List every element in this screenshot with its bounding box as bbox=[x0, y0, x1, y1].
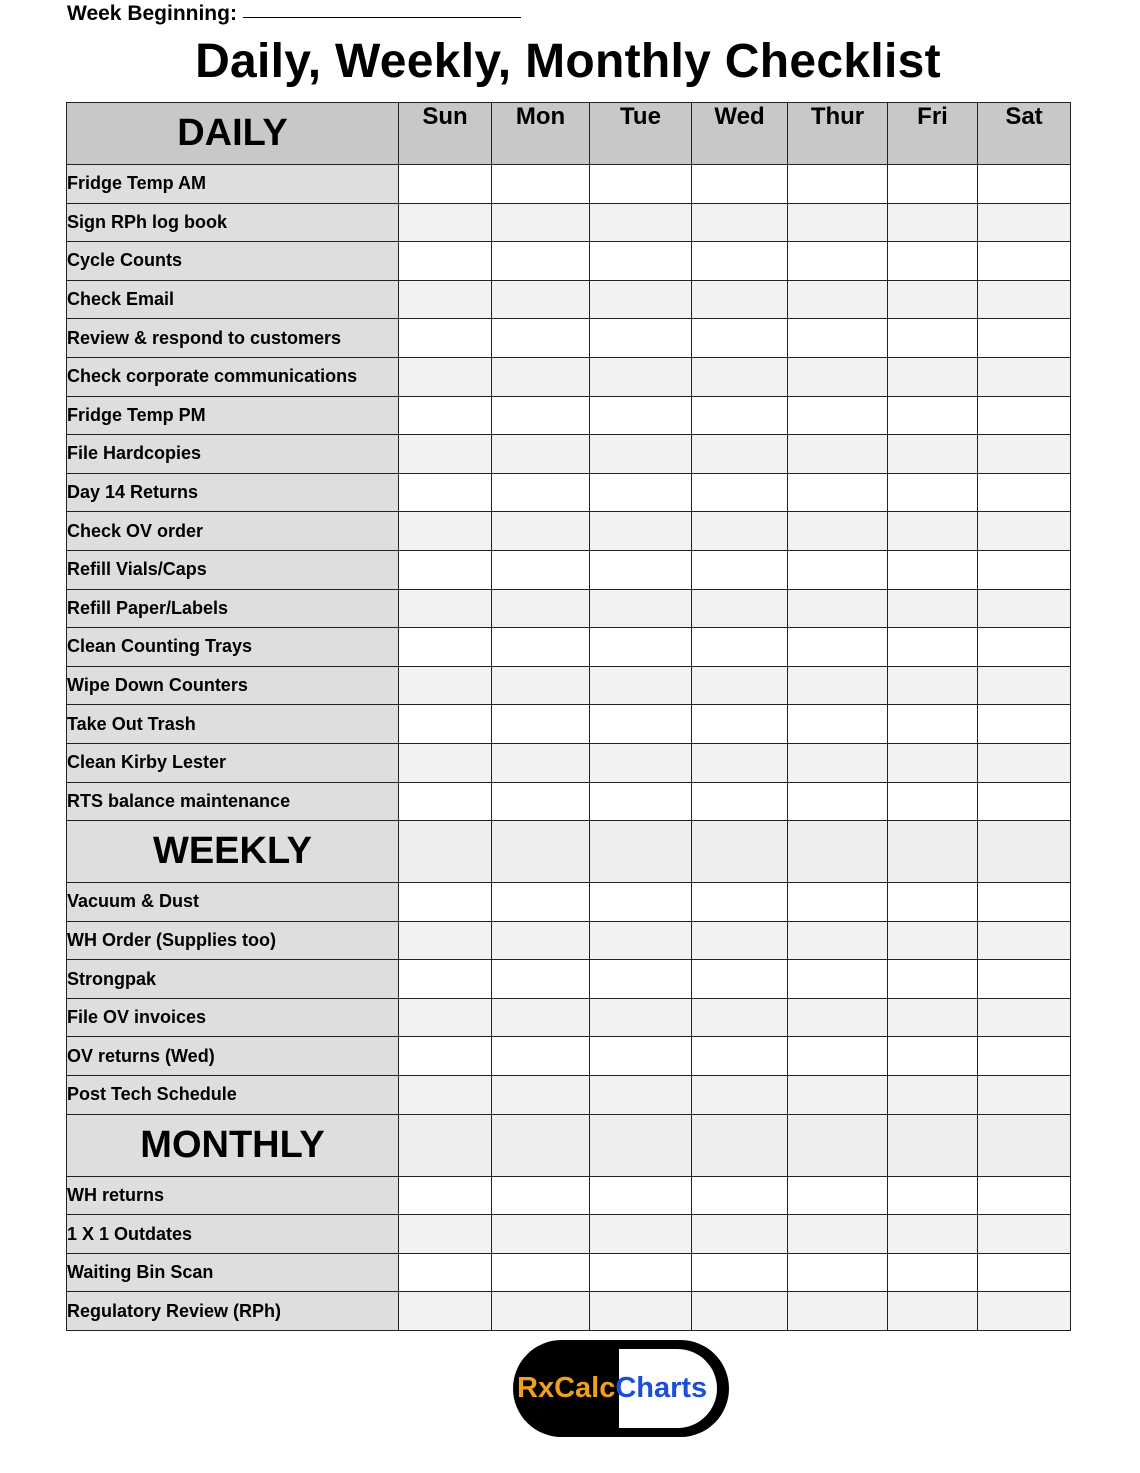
check-cell-tue[interactable] bbox=[590, 280, 692, 319]
check-cell-fri[interactable] bbox=[888, 1037, 978, 1076]
check-cell-fri[interactable] bbox=[888, 921, 978, 960]
task-label: Wipe Down Counters bbox=[67, 666, 399, 705]
check-cell-tue[interactable] bbox=[590, 473, 692, 512]
check-cell-wed[interactable] bbox=[692, 1215, 788, 1254]
task-row bbox=[67, 1292, 1071, 1331]
check-cell-fri[interactable] bbox=[888, 473, 978, 512]
check-cell[interactable] bbox=[888, 1114, 978, 1176]
check-cell-sun[interactable] bbox=[399, 743, 492, 782]
check-cell-sat[interactable] bbox=[978, 473, 1071, 512]
check-cell-sun[interactable] bbox=[399, 1037, 492, 1076]
check-cell-sun[interactable] bbox=[399, 921, 492, 960]
check-cell-thur[interactable] bbox=[788, 1076, 888, 1115]
check-cell-thur[interactable] bbox=[788, 782, 888, 821]
check-cell-wed[interactable] bbox=[692, 921, 788, 960]
check-cell-thur[interactable] bbox=[788, 666, 888, 705]
check-cell-sat[interactable] bbox=[978, 782, 1071, 821]
task-row bbox=[67, 1215, 1071, 1254]
check-cell-fri[interactable] bbox=[888, 280, 978, 319]
check-cell-sat[interactable] bbox=[978, 1076, 1071, 1115]
task-label: 1 X 1 Outdates bbox=[67, 1215, 399, 1254]
check-cell-wed[interactable] bbox=[692, 628, 788, 667]
task-label: Fridge Temp AM bbox=[67, 165, 399, 204]
check-cell-wed[interactable] bbox=[692, 1292, 788, 1331]
check-cell-mon[interactable] bbox=[492, 628, 590, 667]
check-cell-mon[interactable] bbox=[492, 589, 590, 628]
check-cell-tue[interactable] bbox=[590, 628, 692, 667]
task-label: Vacuum & Dust bbox=[67, 883, 399, 922]
check-cell-thur[interactable] bbox=[788, 960, 888, 999]
check-cell-sun[interactable] bbox=[399, 589, 492, 628]
check-cell-tue[interactable] bbox=[590, 435, 692, 474]
check-cell-sat[interactable] bbox=[978, 435, 1071, 474]
task-row bbox=[67, 628, 1071, 667]
check-cell-mon[interactable] bbox=[492, 203, 590, 242]
check-cell-sun[interactable] bbox=[399, 1292, 492, 1331]
check-cell-mon[interactable] bbox=[492, 435, 590, 474]
check-cell-tue[interactable] bbox=[590, 883, 692, 922]
task-row bbox=[67, 396, 1071, 435]
task-label: Clean Counting Trays bbox=[67, 628, 399, 667]
check-cell-thur[interactable] bbox=[788, 1176, 888, 1215]
check-cell-sun[interactable] bbox=[399, 628, 492, 667]
check-cell-wed[interactable] bbox=[692, 782, 788, 821]
check-cell[interactable] bbox=[788, 821, 888, 883]
task-label: RTS balance maintenance bbox=[67, 782, 399, 821]
check-cell-mon[interactable] bbox=[492, 705, 590, 744]
check-cell-thur[interactable] bbox=[788, 203, 888, 242]
check-cell-wed[interactable] bbox=[692, 1253, 788, 1292]
logo-text-rxcalc: RxCalc bbox=[517, 1372, 616, 1404]
task-label: Take Out Trash bbox=[67, 705, 399, 744]
section-header-row bbox=[67, 821, 1071, 883]
check-cell-mon[interactable] bbox=[492, 782, 590, 821]
task-label: File OV invoices bbox=[67, 998, 399, 1037]
check-cell-thur[interactable] bbox=[788, 165, 888, 204]
check-cell-sat[interactable] bbox=[978, 357, 1071, 396]
task-label: Check OV order bbox=[67, 512, 399, 551]
check-cell-sun[interactable] bbox=[399, 666, 492, 705]
check-cell-fri[interactable] bbox=[888, 1215, 978, 1254]
check-cell-tue[interactable] bbox=[590, 1037, 692, 1076]
check-cell-wed[interactable] bbox=[692, 319, 788, 358]
check-cell-mon[interactable] bbox=[492, 666, 590, 705]
check-cell-thur[interactable] bbox=[788, 589, 888, 628]
check-cell-fri[interactable] bbox=[888, 960, 978, 999]
day-header-fri: Fri bbox=[888, 103, 978, 165]
task-row bbox=[67, 743, 1071, 782]
check-cell-tue[interactable] bbox=[590, 921, 692, 960]
check-cell-mon[interactable] bbox=[492, 357, 590, 396]
check-cell[interactable] bbox=[590, 821, 692, 883]
check-cell[interactable] bbox=[788, 1114, 888, 1176]
check-cell-sun[interactable] bbox=[399, 550, 492, 589]
check-cell-tue[interactable] bbox=[590, 242, 692, 281]
task-label: Post Tech Schedule bbox=[67, 1076, 399, 1115]
check-cell-sun[interactable] bbox=[399, 242, 492, 281]
check-cell-sun[interactable] bbox=[399, 1176, 492, 1215]
check-cell-tue[interactable] bbox=[590, 998, 692, 1037]
section-title: WEEKLY bbox=[67, 821, 399, 883]
check-cell-mon[interactable] bbox=[492, 319, 590, 358]
check-cell-mon[interactable] bbox=[492, 512, 590, 551]
task-label: Waiting Bin Scan bbox=[67, 1253, 399, 1292]
check-cell-fri[interactable] bbox=[888, 357, 978, 396]
task-label: Sign RPh log book bbox=[67, 203, 399, 242]
check-cell-wed[interactable] bbox=[692, 550, 788, 589]
check-cell-tue[interactable] bbox=[590, 589, 692, 628]
day-header-sat: Sat bbox=[978, 103, 1071, 165]
check-cell-sun[interactable] bbox=[399, 319, 492, 358]
check-cell[interactable] bbox=[692, 1114, 788, 1176]
task-label: Refill Vials/Caps bbox=[67, 550, 399, 589]
check-cell-thur[interactable] bbox=[788, 883, 888, 922]
logo-text-charts: Charts bbox=[615, 1372, 708, 1404]
check-cell-fri[interactable] bbox=[888, 705, 978, 744]
check-cell-wed[interactable] bbox=[692, 242, 788, 281]
check-cell-fri[interactable] bbox=[888, 1292, 978, 1331]
check-cell-wed[interactable] bbox=[692, 1037, 788, 1076]
day-header-thur: Thur bbox=[788, 103, 888, 165]
check-cell[interactable] bbox=[399, 1114, 492, 1176]
check-cell[interactable] bbox=[978, 1114, 1071, 1176]
check-cell-thur[interactable] bbox=[788, 1253, 888, 1292]
check-cell-mon[interactable] bbox=[492, 473, 590, 512]
task-row bbox=[67, 960, 1071, 999]
task-row bbox=[67, 357, 1071, 396]
check-cell-sun[interactable] bbox=[399, 998, 492, 1037]
check-cell-thur[interactable] bbox=[788, 921, 888, 960]
check-cell-mon[interactable] bbox=[492, 1076, 590, 1115]
task-row bbox=[67, 550, 1071, 589]
check-cell-thur[interactable] bbox=[788, 357, 888, 396]
check-cell-mon[interactable] bbox=[492, 1292, 590, 1331]
check-cell-tue[interactable] bbox=[590, 666, 692, 705]
check-cell[interactable] bbox=[590, 1114, 692, 1176]
check-cell-mon[interactable] bbox=[492, 960, 590, 999]
check-cell-sun[interactable] bbox=[399, 435, 492, 474]
check-cell-tue[interactable] bbox=[590, 203, 692, 242]
check-cell-mon[interactable] bbox=[492, 743, 590, 782]
check-cell-sat[interactable] bbox=[978, 165, 1071, 204]
check-cell-sun[interactable] bbox=[399, 782, 492, 821]
check-cell-sat[interactable] bbox=[978, 883, 1071, 922]
check-cell-tue[interactable] bbox=[590, 512, 692, 551]
section-title: DAILY bbox=[67, 103, 399, 165]
check-cell-wed[interactable] bbox=[692, 705, 788, 744]
check-cell-sat[interactable] bbox=[978, 1292, 1071, 1331]
check-cell-sun[interactable] bbox=[399, 512, 492, 551]
task-label: Refill Paper/Labels bbox=[67, 589, 399, 628]
task-row bbox=[67, 473, 1071, 512]
task-row bbox=[67, 1253, 1071, 1292]
check-cell-sun[interactable] bbox=[399, 1215, 492, 1254]
check-cell-tue[interactable] bbox=[590, 550, 692, 589]
check-cell-sat[interactable] bbox=[978, 1037, 1071, 1076]
task-row bbox=[67, 280, 1071, 319]
task-row bbox=[67, 319, 1071, 358]
check-cell-thur[interactable] bbox=[788, 550, 888, 589]
task-label: WH returns bbox=[67, 1176, 399, 1215]
check-cell-sat[interactable] bbox=[978, 550, 1071, 589]
task-label: File Hardcopies bbox=[67, 435, 399, 474]
check-cell-sun[interactable] bbox=[399, 280, 492, 319]
week-beginning-label: Week Beginning: bbox=[67, 2, 237, 25]
task-row bbox=[67, 921, 1071, 960]
task-label: Check Email bbox=[67, 280, 399, 319]
check-cell-thur[interactable] bbox=[788, 628, 888, 667]
check-cell-sat[interactable] bbox=[978, 743, 1071, 782]
task-label: Regulatory Review (RPh) bbox=[67, 1292, 399, 1331]
check-cell-fri[interactable] bbox=[888, 242, 978, 281]
check-cell-sat[interactable] bbox=[978, 242, 1071, 281]
check-cell-sat[interactable] bbox=[978, 203, 1071, 242]
check-cell-sun[interactable] bbox=[399, 473, 492, 512]
check-cell-thur[interactable] bbox=[788, 435, 888, 474]
check-cell-mon[interactable] bbox=[492, 396, 590, 435]
check-cell-sat[interactable] bbox=[978, 280, 1071, 319]
check-cell-mon[interactable] bbox=[492, 550, 590, 589]
check-cell-sun[interactable] bbox=[399, 165, 492, 204]
check-cell-wed[interactable] bbox=[692, 396, 788, 435]
check-cell-tue[interactable] bbox=[590, 1176, 692, 1215]
check-cell-fri[interactable] bbox=[888, 883, 978, 922]
check-cell[interactable] bbox=[692, 821, 788, 883]
task-row bbox=[67, 1037, 1071, 1076]
check-cell-fri[interactable] bbox=[888, 589, 978, 628]
check-cell-wed[interactable] bbox=[692, 165, 788, 204]
check-cell-fri[interactable] bbox=[888, 165, 978, 204]
check-cell-sat[interactable] bbox=[978, 512, 1071, 551]
day-header-mon: Mon bbox=[492, 103, 590, 165]
check-cell-sat[interactable] bbox=[978, 319, 1071, 358]
task-label: Fridge Temp PM bbox=[67, 396, 399, 435]
check-cell-tue[interactable] bbox=[590, 1253, 692, 1292]
check-cell-tue[interactable] bbox=[590, 743, 692, 782]
task-row bbox=[67, 883, 1071, 922]
task-label: Clean Kirby Lester bbox=[67, 743, 399, 782]
check-cell-thur[interactable] bbox=[788, 242, 888, 281]
check-cell-tue[interactable] bbox=[590, 357, 692, 396]
task-row bbox=[67, 242, 1071, 281]
check-cell-wed[interactable] bbox=[692, 743, 788, 782]
check-cell-wed[interactable] bbox=[692, 203, 788, 242]
check-cell-wed[interactable] bbox=[692, 280, 788, 319]
check-cell-wed[interactable] bbox=[692, 1176, 788, 1215]
task-row bbox=[67, 1176, 1071, 1215]
check-cell-fri[interactable] bbox=[888, 666, 978, 705]
check-cell-fri[interactable] bbox=[888, 782, 978, 821]
checklist-table bbox=[66, 102, 1071, 1331]
week-beginning-line bbox=[243, 17, 521, 18]
check-cell-sat[interactable] bbox=[978, 589, 1071, 628]
check-cell-sat[interactable] bbox=[978, 666, 1071, 705]
check-cell-sun[interactable] bbox=[399, 1253, 492, 1292]
check-cell-sun[interactable] bbox=[399, 203, 492, 242]
check-cell-fri[interactable] bbox=[888, 1076, 978, 1115]
check-cell-mon[interactable] bbox=[492, 1037, 590, 1076]
check-cell-sat[interactable] bbox=[978, 998, 1071, 1037]
task-row bbox=[67, 512, 1071, 551]
check-cell-wed[interactable] bbox=[692, 998, 788, 1037]
check-cell[interactable] bbox=[978, 821, 1071, 883]
check-cell-wed[interactable] bbox=[692, 666, 788, 705]
check-cell-thur[interactable] bbox=[788, 512, 888, 551]
check-cell[interactable] bbox=[399, 821, 492, 883]
check-cell-sat[interactable] bbox=[978, 396, 1071, 435]
check-cell-sun[interactable] bbox=[399, 705, 492, 744]
check-cell-sun[interactable] bbox=[399, 1076, 492, 1115]
check-cell-sun[interactable] bbox=[399, 883, 492, 922]
check-cell-thur[interactable] bbox=[788, 319, 888, 358]
section-title: MONTHLY bbox=[67, 1114, 399, 1176]
check-cell-thur[interactable] bbox=[788, 396, 888, 435]
check-cell-tue[interactable] bbox=[590, 705, 692, 744]
check-cell-wed[interactable] bbox=[692, 473, 788, 512]
check-cell-thur[interactable] bbox=[788, 473, 888, 512]
check-cell-wed[interactable] bbox=[692, 1076, 788, 1115]
check-cell-thur[interactable] bbox=[788, 1037, 888, 1076]
day-header-sun: Sun bbox=[399, 103, 492, 165]
check-cell-fri[interactable] bbox=[888, 396, 978, 435]
check-cell-mon[interactable] bbox=[492, 1215, 590, 1254]
check-cell-thur[interactable] bbox=[788, 743, 888, 782]
check-cell-sat[interactable] bbox=[978, 705, 1071, 744]
check-cell-mon[interactable] bbox=[492, 280, 590, 319]
rxcalccharts-logo bbox=[513, 1340, 729, 1437]
check-cell-sat[interactable] bbox=[978, 1215, 1071, 1254]
task-label: Strongpak bbox=[67, 960, 399, 999]
check-cell-thur[interactable] bbox=[788, 998, 888, 1037]
check-cell-tue[interactable] bbox=[590, 165, 692, 204]
check-cell-tue[interactable] bbox=[590, 1215, 692, 1254]
day-header-wed: Wed bbox=[692, 103, 788, 165]
check-cell-sat[interactable] bbox=[978, 628, 1071, 667]
check-cell-fri[interactable] bbox=[888, 203, 978, 242]
check-cell-fri[interactable] bbox=[888, 628, 978, 667]
task-row bbox=[67, 666, 1071, 705]
task-label: WH Order (Supplies too) bbox=[67, 921, 399, 960]
check-cell-mon[interactable] bbox=[492, 1253, 590, 1292]
check-cell-fri[interactable] bbox=[888, 435, 978, 474]
check-cell-sun[interactable] bbox=[399, 960, 492, 999]
task-row bbox=[67, 705, 1071, 744]
check-cell-tue[interactable] bbox=[590, 319, 692, 358]
check-cell-tue[interactable] bbox=[590, 1076, 692, 1115]
check-cell-mon[interactable] bbox=[492, 883, 590, 922]
task-label: Review & respond to customers bbox=[67, 319, 399, 358]
week-beginning-field bbox=[67, 2, 521, 26]
check-cell-mon[interactable] bbox=[492, 998, 590, 1037]
task-row bbox=[67, 165, 1071, 204]
check-cell-sun[interactable] bbox=[399, 357, 492, 396]
check-cell-tue[interactable] bbox=[590, 396, 692, 435]
check-cell-wed[interactable] bbox=[692, 512, 788, 551]
task-label: Cycle Counts bbox=[67, 242, 399, 281]
check-cell-thur[interactable] bbox=[788, 1215, 888, 1254]
check-cell-sat[interactable] bbox=[978, 1176, 1071, 1215]
check-cell[interactable] bbox=[492, 1114, 590, 1176]
check-cell-sat[interactable] bbox=[978, 921, 1071, 960]
check-cell-tue[interactable] bbox=[590, 782, 692, 821]
task-row bbox=[67, 435, 1071, 474]
check-cell-wed[interactable] bbox=[692, 589, 788, 628]
check-cell-fri[interactable] bbox=[888, 1253, 978, 1292]
task-row bbox=[67, 782, 1071, 821]
check-cell-thur[interactable] bbox=[788, 280, 888, 319]
check-cell-fri[interactable] bbox=[888, 512, 978, 551]
check-cell-tue[interactable] bbox=[590, 960, 692, 999]
check-cell-fri[interactable] bbox=[888, 743, 978, 782]
logo-text bbox=[513, 1372, 729, 1405]
task-label: OV returns (Wed) bbox=[67, 1037, 399, 1076]
check-cell-fri[interactable] bbox=[888, 998, 978, 1037]
check-cell-wed[interactable] bbox=[692, 357, 788, 396]
check-cell[interactable] bbox=[492, 821, 590, 883]
task-label: Day 14 Returns bbox=[67, 473, 399, 512]
check-cell-sat[interactable] bbox=[978, 1253, 1071, 1292]
section-header-row bbox=[67, 103, 1071, 165]
check-cell-sun[interactable] bbox=[399, 396, 492, 435]
task-label: Check corporate communications bbox=[67, 357, 399, 396]
check-cell-mon[interactable] bbox=[492, 165, 590, 204]
check-cell-fri[interactable] bbox=[888, 1176, 978, 1215]
check-cell-mon[interactable] bbox=[492, 1176, 590, 1215]
check-cell-thur[interactable] bbox=[788, 1292, 888, 1331]
check-cell-mon[interactable] bbox=[492, 242, 590, 281]
task-row bbox=[67, 589, 1071, 628]
check-cell-wed[interactable] bbox=[692, 883, 788, 922]
check-cell-wed[interactable] bbox=[692, 435, 788, 474]
check-cell-mon[interactable] bbox=[492, 921, 590, 960]
section-header-row bbox=[67, 1114, 1071, 1176]
task-row bbox=[67, 1076, 1071, 1115]
check-cell-fri[interactable] bbox=[888, 319, 978, 358]
check-cell[interactable] bbox=[888, 821, 978, 883]
check-cell-wed[interactable] bbox=[692, 960, 788, 999]
check-cell-fri[interactable] bbox=[888, 550, 978, 589]
task-row bbox=[67, 203, 1071, 242]
check-cell-thur[interactable] bbox=[788, 705, 888, 744]
check-cell-tue[interactable] bbox=[590, 1292, 692, 1331]
check-cell-sat[interactable] bbox=[978, 960, 1071, 999]
page-title: Daily, Weekly, Monthly Checklist bbox=[195, 35, 941, 88]
day-header-tue: Tue bbox=[590, 103, 692, 165]
task-row bbox=[67, 998, 1071, 1037]
